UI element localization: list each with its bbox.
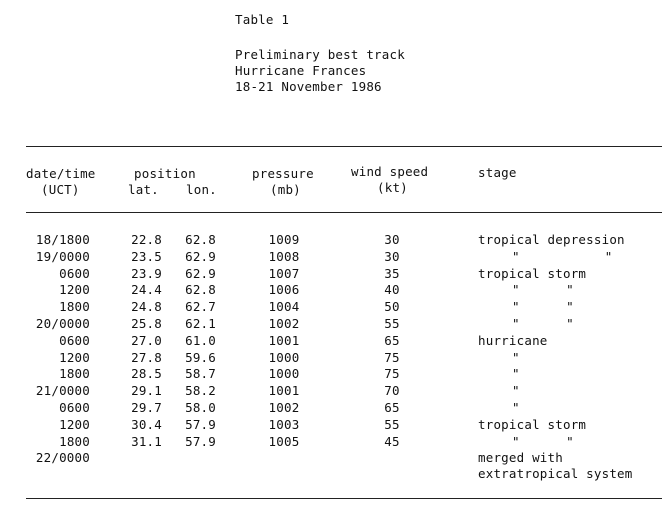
cell-lat: 27.8 (131, 349, 162, 365)
cell-lat: 25.8 (131, 316, 162, 331)
cell-pressure: 1004 (268, 299, 300, 315)
cell-date: 1200 (59, 349, 90, 365)
cell-stage: tropical storm (478, 265, 587, 281)
cell-date: 22/0000 (35, 450, 90, 466)
cell-wind: 40 (384, 282, 400, 298)
cell-date: 1200 (59, 282, 90, 298)
cell-stage: " " (512, 248, 613, 264)
cell-stage: merged with (478, 450, 563, 466)
cell-lat: 23.9 (131, 265, 162, 281)
cell-lat: 22.8 (131, 232, 162, 247)
cell-stage: " (512, 400, 520, 415)
cell-stage: hurricane (478, 332, 548, 348)
cell-pressure: 1002 (268, 400, 300, 415)
cell-date: 18/1800 (35, 232, 90, 247)
cell-stage: " " (512, 316, 574, 331)
header-wind-speed: wind speed (351, 164, 429, 179)
table-number: Table 1 (235, 12, 290, 27)
cell-stage: " (512, 366, 520, 382)
cell-date: 20/0000 (35, 316, 90, 331)
cell-wind: 65 (384, 332, 400, 348)
table-title-line-3: 18-21 November 1986 (235, 79, 382, 94)
cell-stage: " " (512, 299, 574, 315)
cell-date: 0600 (59, 265, 90, 281)
cell-lon: 62.9 (185, 265, 216, 281)
cell-wind: 75 (384, 349, 400, 365)
cell-date: 21/0000 (35, 383, 90, 399)
header-lat: lat. (128, 182, 159, 197)
cell-wind: 55 (384, 316, 400, 331)
table-title-line-1: Preliminary best track (235, 47, 405, 62)
cell-wind: 55 (384, 416, 400, 432)
cell-lat: 28.5 (131, 366, 162, 382)
cell-pressure: 1008 (268, 248, 300, 264)
header-datetime: date/time (26, 166, 96, 181)
cell-wind: 30 (384, 232, 400, 247)
cell-stage: " (512, 383, 520, 399)
cell-stage: " " (512, 433, 574, 449)
cell-pressure: 1001 (268, 383, 300, 399)
cell-pressure: 1000 (268, 349, 300, 365)
cell-stage: tropical depression (478, 232, 625, 247)
cell-pressure: 1005 (268, 433, 300, 449)
cell-lat: 24.4 (131, 282, 162, 298)
cell-wind: 45 (384, 433, 400, 449)
cell-stage: " (512, 349, 520, 365)
stage-final-note: extratropical system (478, 466, 633, 481)
cell-pressure: 1009 (268, 232, 300, 247)
cell-pressure: 1007 (268, 265, 300, 281)
cell-lon: 62.1 (185, 316, 216, 331)
cell-lat: 27.0 (131, 332, 162, 348)
cell-wind: 65 (384, 400, 400, 415)
cell-lon: 62.9 (185, 248, 216, 264)
cell-lat: 30.4 (131, 416, 162, 432)
cell-pressure: 1000 (268, 366, 300, 382)
cell-lat: 24.8 (131, 299, 162, 315)
cell-lon: 62.7 (185, 299, 216, 315)
cell-lat: 23.5 (131, 248, 162, 264)
cell-stage: tropical storm (478, 416, 587, 432)
cell-pressure: 1002 (268, 316, 300, 331)
cell-date: 19/0000 (35, 248, 90, 264)
cell-date: 1800 (59, 433, 90, 449)
cell-stage: " " (512, 282, 574, 298)
cell-lon: 58.7 (185, 366, 216, 382)
cell-wind: 30 (384, 248, 400, 264)
cell-date: 1800 (59, 366, 90, 382)
bottom-rule (26, 498, 662, 499)
header-uct: (UCT) (41, 182, 80, 197)
header-pressure: pressure (252, 166, 314, 181)
cell-pressure: 1006 (268, 282, 300, 298)
header-lon: lon. (186, 182, 217, 197)
top-rule (26, 146, 662, 147)
cell-lon: 58.2 (185, 383, 216, 399)
cell-lon: 62.8 (185, 282, 216, 298)
cell-date: 1200 (59, 416, 90, 432)
cell-pressure: 1003 (268, 416, 300, 432)
cell-lon: 57.9 (185, 416, 216, 432)
cell-date: 0600 (59, 400, 90, 415)
header-kt: (kt) (377, 180, 408, 195)
cell-lon: 61.0 (185, 332, 216, 348)
cell-wind: 50 (384, 299, 400, 315)
cell-date: 0600 (59, 332, 90, 348)
cell-wind: 75 (384, 366, 400, 382)
cell-lon: 57.9 (185, 433, 216, 449)
cell-lat: 31.1 (131, 433, 162, 449)
cell-lon: 59.6 (185, 349, 216, 365)
cell-lon: 58.0 (185, 400, 216, 415)
header-position: position (134, 166, 196, 181)
cell-lat: 29.7 (131, 400, 162, 415)
cell-wind: 35 (384, 265, 400, 281)
header-stage: stage (478, 165, 517, 180)
cell-wind: 70 (384, 383, 400, 399)
header-mb: (mb) (270, 182, 301, 197)
table-title-line-2: Hurricane Frances (235, 63, 367, 78)
cell-pressure: 1001 (268, 332, 300, 348)
cell-lat: 29.1 (131, 383, 162, 399)
cell-lon: 62.8 (185, 232, 216, 247)
cell-date: 1800 (59, 299, 90, 315)
header-rule (26, 212, 662, 213)
